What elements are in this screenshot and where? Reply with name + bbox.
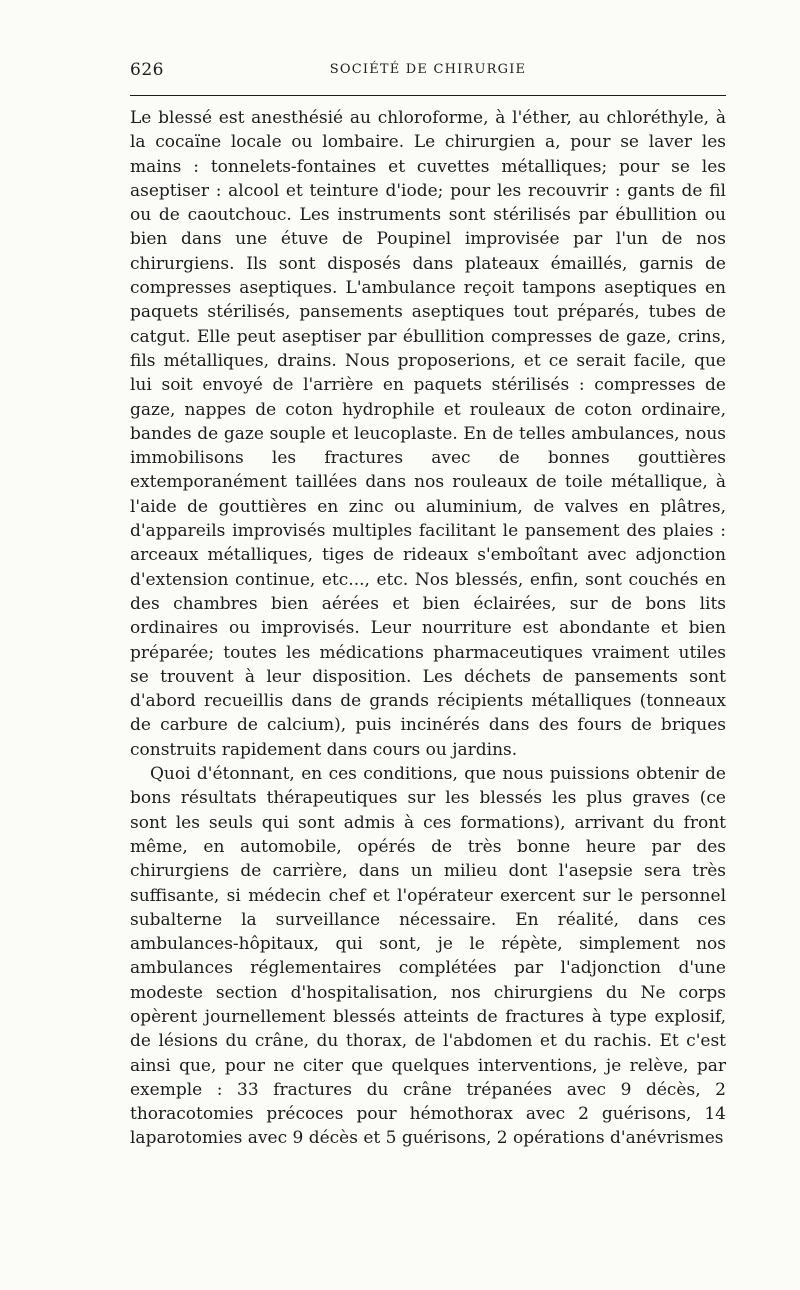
page-number: 626 xyxy=(130,60,164,80)
page-header xyxy=(130,60,726,84)
header-rule xyxy=(130,95,726,96)
running-head: SOCIÉTÉ DE CHIRURGIE xyxy=(329,62,527,77)
paragraph-1: Le blessé est anesthésié au chloroforme, à l'éther, au chloréthyle, à la cocaïne locale ou lombaire. Le chirurgien a, pour se laver les mains : tonnelets-fontaines et cuvettes métalliques; pour se les aseptiser : alcool et teinture d'iode; pour les recouvrir : gants de fil ou de caoutchouc. Les instruments sont stérilisés par ébullition ou bien dans une étuve de Poupinel improvisée par l'un de nos chirurgiens. Ils sont disposés dans plateaux émaillés, garnis de compresses aseptiques. L'ambulance reçoit tampons aseptiques en paquets stérilisés, pansements aseptiques tout préparés, tubes de catgut. Elle peut aseptiser par ébullition compresses de gaze, crins, fils métalliques, drains. Nous proposerions, et ce serait facile, que lui soit envoyé de l'arrière en paquets stérilisés : compresses de gaze, nappes de coton hydrophile et rouleaux de coton ordinaire, bandes de gaze souple et leucoplaste. En de telles ambulances, nous immobilisons les fractures avec de bonnes gouttières extemporanément taillées dans nos rouleaux de toile métallique, à l'aide de gouttières en zinc ou aluminium, de valves en plâtres, d'appareils improvisés multiples facilitant le pansement des plaies : arceaux métalliques, tiges de rideaux s'emboîtant avec adjonction d'extension continue, etc..., etc. Nos blessés, enfin, sont couchés en des chambres bien aérées et bien éclairées, sur de bons lits ordinaires ou improvisés. Leur nourriture est abondante et bien préparée; toutes les médications pharmaceutiques vraiment utiles se trouvent à leur disposition. Les déchets de pansements sont d'abord recueillis dans de grands récipients métalliques (tonneaux de carbure de calcium), puis incinérés dans des fours de briques construits rapidement dans cours ou jardins. xyxy=(130,108,726,760)
paragraph-2: Quoi d'étonnant, en ces conditions, que nous puissions obtenir de bons résultats thérapeutiques sur les blessés les plus graves (ce sont les seuls qui sont admis à ces formations), arrivant du front même, en automobile, opérés de très bonne heure par des chirurgiens de carrière, dans un milieu dont l'asepsie sera très suffisante, si médecin chef et l'opérateur exercent sur le personnel subalterne la surveillance nécessaire. En réalité, dans ces ambulances-hôpitaux, qui sont, je le répète, simplement nos ambulances réglementaires complétées par l'adjonction d'une modeste section d'hospitalisation, nos chirurgiens du Ne corps opèrent journellement blessés atteints de fractures à type explosif, de lésions du crâne, du thorax, de l'abdomen et du rachis. Et c'est ainsi que, pour ne citer que quelques interventions, je relève, par exemple : 33 fractures du crâne trépanées avec 9 décès, 2 thoracotomies précoces pour hémothorax avec 2 guérisons, 14 laparotomies avec 9 décès et 5 guérisons, 2 opérations d'anévrismes xyxy=(130,764,726,1149)
body-text xyxy=(130,106,726,1151)
